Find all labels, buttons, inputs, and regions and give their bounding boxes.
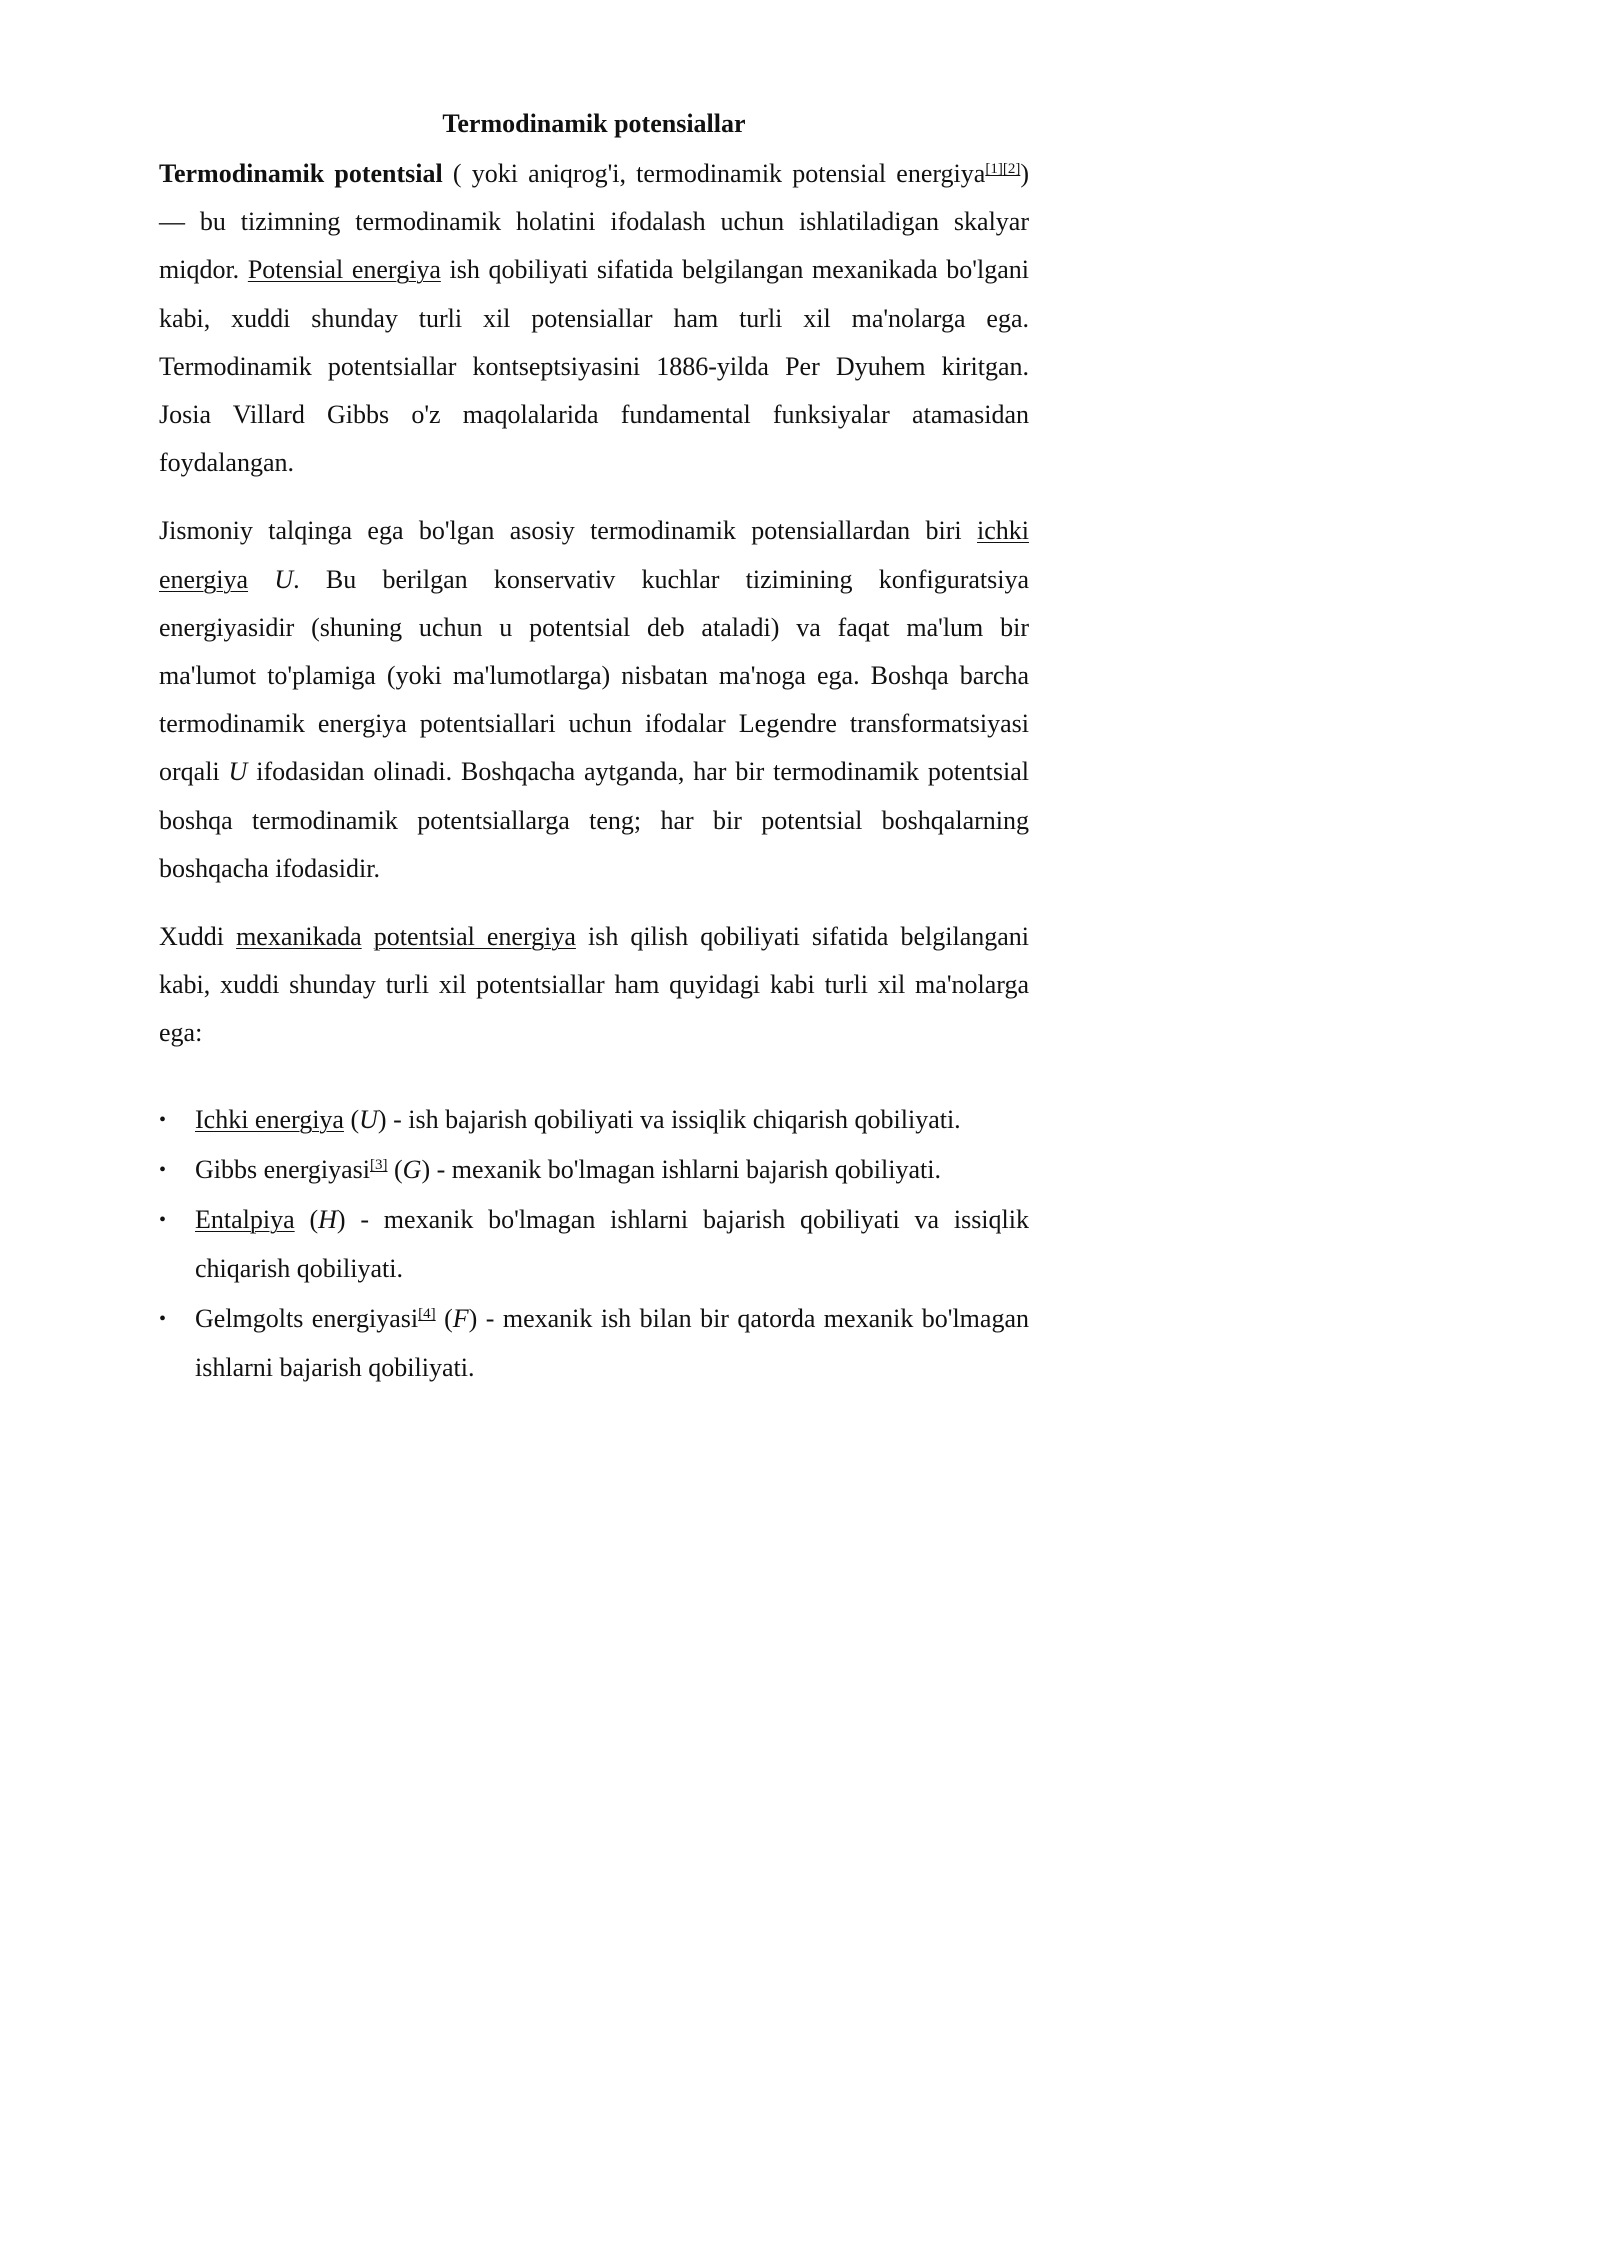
var-h: H xyxy=(318,1205,337,1235)
list-item xyxy=(159,1196,1029,1293)
paren-open: ( xyxy=(435,1304,453,1334)
list-item-text: ) - ish bajarish qobiliyati va issiqlik chiqarish qobiliyati. xyxy=(377,1104,961,1134)
intro-open-text: ( yoki aniqrog'i, termodinamik potensial energiya xyxy=(442,159,986,188)
citation-link-3[interactable]: [3] xyxy=(370,1157,388,1174)
term-bold: Termodinamik potentsial xyxy=(159,159,443,188)
paren-open: ( xyxy=(387,1155,403,1185)
paragraph-internal-energy xyxy=(159,507,1029,893)
var-f: F xyxy=(452,1304,469,1334)
link-potentsial-energiya[interactable]: potentsial energiya xyxy=(373,922,576,952)
link-potensial-energiya[interactable]: Potensial energiya xyxy=(247,255,441,285)
citation-link-2[interactable]: [2] xyxy=(1002,161,1021,177)
potentials-list xyxy=(159,1096,1029,1392)
list-item-text: ) - mexanik ish bilan bir qatorda mexanik bo'lmagan ishlarni bajarish qobiliyati. xyxy=(195,1304,1029,1382)
link-ichki-energiya[interactable]: ichki energiya xyxy=(159,516,1029,594)
paragraph-mechanics xyxy=(159,913,1029,1058)
p3-end-text: ish qilish qobiliyati sifatida belgilangani kabi, xuddi shunday turli xil potentsiallar ham quyidagi kabi turli xil ma'nolarga ega: xyxy=(159,922,1030,1048)
link-entalpiya[interactable]: Entalpiya xyxy=(195,1205,295,1235)
var-u: U xyxy=(359,1104,378,1134)
bullet-icon: • xyxy=(159,1308,167,1331)
citation-ref-3 xyxy=(370,1157,388,1173)
list-item xyxy=(159,1295,1029,1392)
paragraph-intro xyxy=(159,150,1029,487)
list-item xyxy=(159,1096,1029,1144)
page-title: Termodinamik potensiallar xyxy=(442,109,746,138)
bullet-icon: • xyxy=(159,1209,167,1232)
var-u-2: U xyxy=(228,757,248,787)
paren-open: ( xyxy=(343,1104,360,1134)
intro-mid-text: ) — bu tizimning termodinamik holatini ifodalash uchun ishlatiladigan skalyar miqdor. xyxy=(159,159,1029,285)
var-g: G xyxy=(402,1155,422,1185)
citation-ref-4 xyxy=(418,1306,436,1322)
var-u-1: U xyxy=(274,564,294,594)
link-mexanikada[interactable]: mexanikada xyxy=(236,922,362,952)
paren-open: ( xyxy=(294,1205,319,1235)
bullet-icon: • xyxy=(159,1108,167,1131)
bullet-icon: • xyxy=(159,1159,167,1182)
list-item-text: ) - mexanik bo'lmagan ishlarni bajarish qobiliyati va issiqlik chiqarish qobiliyati. xyxy=(195,1205,1029,1283)
p3-start-text: Xuddi xyxy=(159,922,237,952)
p2-start-text: Jismoniy talqinga ega bo'lgan asosiy termodinamik potensiallardan biri xyxy=(159,516,977,546)
document-page xyxy=(159,104,1029,1394)
citation-link-4[interactable]: [4] xyxy=(418,1306,436,1323)
intro-rest-text: ish qobiliyati sifatida belgilangan mexanikada bo'lgani kabi, xuddi shunday turli xil potensiallar ham turli xil ma'nolarga ega. Termodinamik potentsiallar kontseptsiyasini 1886-yilda Per Dyuhem kiritgan. Josia Villard Gibbs o'z maqolalarida fundamental funksiyalar atamasidan foydalangan. xyxy=(159,255,1029,478)
p2-end-text: ifodasidan olinadi. Boshqacha aytganda, har bir termodinamik potentsial boshqa termodinamik potentsiallarga teng; har bir potentsial boshqalarning boshqacha ifodasidir. xyxy=(159,757,1029,883)
citation-refs-1-2 xyxy=(985,161,1020,177)
p2-mid-text: . Bu berilgan konservativ kuchlar tizimining konfiguratsiya energiyasidir (shuning uchun u potentsial deb ataladi) va faqat ma'lum bir ma'lumot to'plamiga (yoki ma'lumotlarga) nisbatan ma'noga ega. Boshqa barcha termodinamik energiya potentsiallari uchun ifodalar Legendre transformatsiyasi orqali xyxy=(159,564,1029,787)
gibbs-name: Gibbs energiyasi xyxy=(195,1155,370,1185)
list-item xyxy=(159,1146,1029,1194)
list-item-text: ) - mexanik bo'lmagan ishlarni bajarish qobiliyati. xyxy=(421,1155,941,1185)
helmholtz-name: Gelmgolts energiyasi xyxy=(195,1304,419,1334)
link-ichki-energiya-list[interactable]: Ichki energiya xyxy=(195,1104,344,1134)
citation-link-1[interactable]: [1] xyxy=(985,161,1003,177)
